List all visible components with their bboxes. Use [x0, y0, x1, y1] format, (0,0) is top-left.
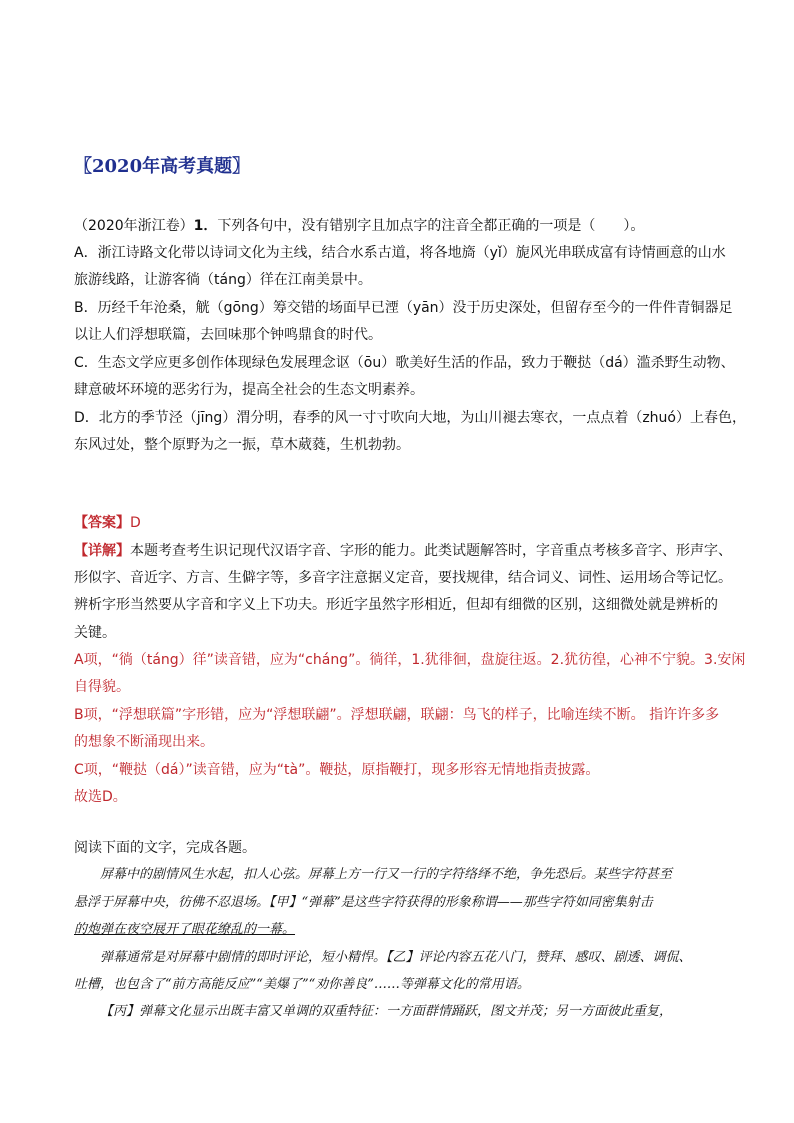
- answer-line: [74, 513, 141, 533]
- item-b-line1: B项，“浮想联篇”字形错，应为“浮想联翩”。浮想联翩，联翩：鸟飞的样子，比喻连续不断。 指许许多多: [74, 707, 720, 723]
- question-number: 1．: [193, 218, 218, 234]
- question-source: （2020年浙江卷）: [74, 218, 194, 234]
- passage-line5: 吐槽，也包含了“前方高能反应”“美爆了”“劝你善良”……等弹幕文化的常用语。: [74, 977, 530, 992]
- explain-label: 【详解】: [74, 543, 130, 559]
- explain-line2: 形似字、音近字、方言、生僻字等，多音字注意据义定音，要找规律，结合词义、词性、运用场合等记忆。: [74, 570, 732, 586]
- passage-line4: 弹幕通常是对屏幕中剧情的即时评论，短小精悍。【乙】评论内容五花八门，赞拜、感叹、剧透、调侃、: [100, 950, 692, 965]
- answer-value: D: [130, 515, 141, 531]
- explain-text: 本题考查考生识记现代汉语字音、字形的能力。此类试题解答时，字音重点考核多音字、形声字、: [130, 543, 732, 559]
- option-b-line1: B．历经千年沧桑，觥（gōng）筹交错的场面早已湮（yān）没于历史深处，但留存至今的一件件青铜器足: [74, 300, 733, 316]
- item-b-line2: 的想象不断涌现出来。: [74, 734, 214, 750]
- item-c-line: C项，“鞭挞（dá）”读音错，应为“tà”。鞭挞，原指鞭打，现多形容无情地指责披露。: [74, 762, 600, 778]
- explain-line3: 辨析字形当然要从字音和字义上下功夫。形近字虽然字形相近，但却有细微的区别，这细微处就是辨析的: [74, 597, 718, 613]
- option-c-line1: C．生态文学应更多创作体现绿色发展理念讴（ōu）歌美好生活的作品，致力于鞭挞（dá）滥杀野生动物、: [74, 355, 735, 371]
- answer-label: 【答案】: [74, 515, 130, 531]
- section-title: 〖2020年高考真题〗: [74, 156, 251, 177]
- question-stem: [74, 216, 644, 236]
- explain-line4: 关键。: [74, 625, 116, 641]
- passage-line1: 屏幕中的剧情风生水起，扣人心弦。屏幕上方一行又一行的字符络绎不绝，争先恐后。某些字符甚至: [100, 867, 673, 882]
- passage-line6: 【丙】弹幕文化显示出既丰富又单调的双重特征：一方面群情踊跃，图文并茂；另一方面彼此重复，: [100, 1004, 673, 1019]
- option-b-line2: 以让人们浮想联篇，去回味那个钟鸣鼎食的时代。: [74, 327, 382, 343]
- passage-line3: 的炮弹在夜空展开了眼花缭乱的一幕。: [74, 922, 296, 937]
- option-d-line2: 东风过处，整个原野为之一振，草木葳蕤，生机勃勃。: [74, 437, 410, 453]
- option-c-line2: 肆意破坏环境的恶劣行为，提高全社会的生态文明素养。: [74, 382, 424, 398]
- conclusion-line: 故选D。: [74, 789, 127, 805]
- explain-line1: [74, 541, 732, 561]
- item-a-line2: 自得貌。: [74, 679, 130, 695]
- option-d-line1: D．北方的季节泾（jīng）渭分明，春季的风一寸寸吹向大地，为山川褪去寒衣，一点点着（zhuó）上春色，: [74, 410, 746, 426]
- passage-line2: 悬浮于屏幕中央，彷佛不忍退场。【甲】“弹幕”是这些字符获得的形象称谓——那些字符如同密集射击: [74, 895, 653, 910]
- item-a-line1: A项，“徜（táng）徉”读音错，应为“cháng”。徜徉，1.犹徘徊，盘旋往返。2.犹彷徨，心神不宁貌。3.安闲: [74, 652, 746, 668]
- question-text: 下列各句中，没有错别字且加点字的注音全都正确的一项是（ ）。: [217, 218, 645, 234]
- reading-instruction: 阅读下面的文字，完成各题。: [74, 840, 256, 856]
- option-a-line2: 旅游线路，让游客徜（táng）徉在江南美景中。: [74, 272, 372, 288]
- option-a-line1: A．浙江诗路文化带以诗词文化为主线，结合水系古道，将各地旖（yǐ）旎风光串联成富有诗情画意的山水: [74, 245, 726, 261]
